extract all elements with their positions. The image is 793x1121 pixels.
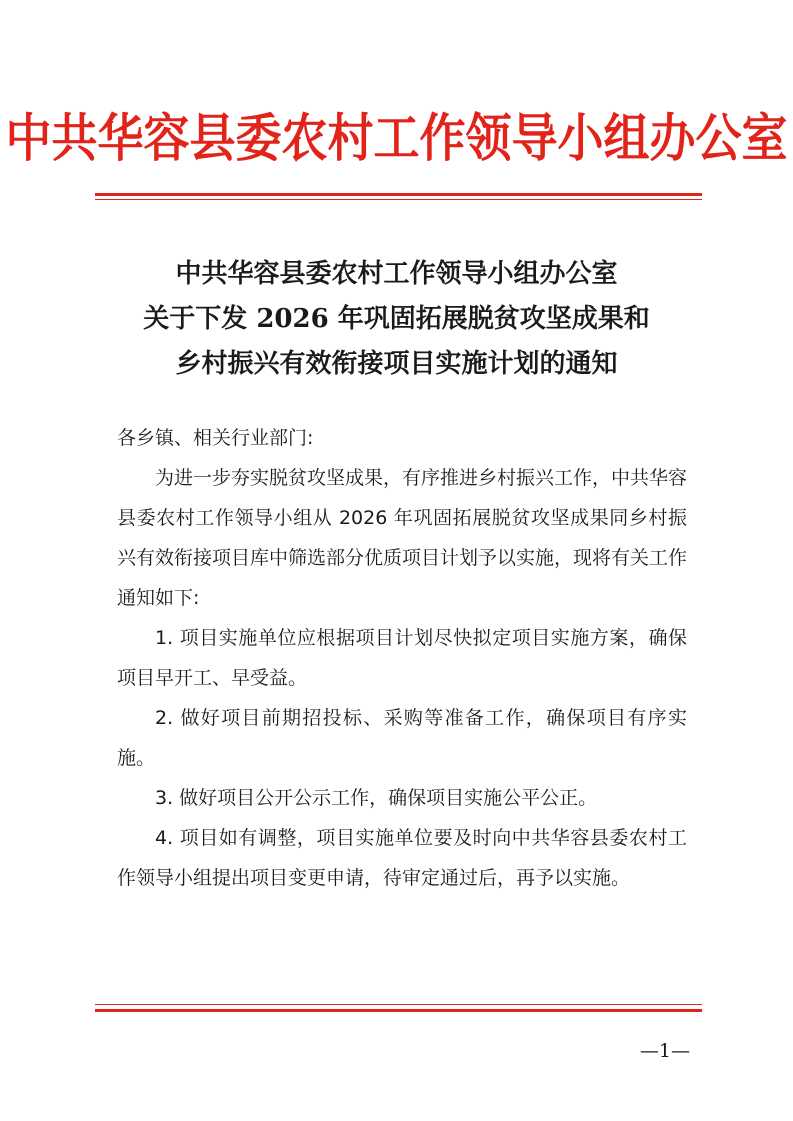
title-line-2: 关于下发 2026 年巩固拓展脱贫攻坚成果和 [143, 304, 650, 334]
intro-paragraph: 为进一步夯实脱贫攻坚成果，有序推进乡村振兴工作，中共华容县委农村工作领导小组从 2026 年巩固拓展脱贫攻坚成果同乡村振兴有效衔接项目库中筛选部分优质项目计划予以实施，现将有关工作通知如下: [117, 467, 688, 609]
letterhead-rule-thin [95, 199, 702, 200]
notice-title [80, 252, 713, 387]
title-line-1: 中共华容县委农村工作领导小组办公室 [175, 259, 618, 289]
letterhead-org-name: 中共华容县委农村工作领导小组办公室 [5, 107, 788, 169]
item-paragraph-3: 3. 做好项目公开公示工作，确保项目实施公平公正。 [155, 787, 598, 809]
notice-body [117, 418, 687, 898]
item-paragraph-4: 4. 项目如有调整，项目实施单位要及时向中共华容县委农村工作领导小组提出项目变更申请，待审定通过后，再予以实施。 [117, 827, 687, 889]
page-number: —1— [639, 1040, 690, 1062]
footer-rule-thick [95, 1009, 702, 1012]
item-paragraph-1: 1. 项目实施单位应根据项目计划尽快拟定项目实施方案，确保项目早开工、早受益。 [117, 627, 687, 689]
salutation: 各乡镇、相关行业部门: [117, 427, 314, 449]
item-paragraph-2: 2. 做好项目前期招投标、采购等准备工作，确保项目有序实施。 [117, 707, 687, 769]
footer-rule-thin [95, 1004, 702, 1005]
letterhead-rule-thick [95, 193, 702, 196]
title-line-3: 乡村振兴有效衔接项目实施计划的通知 [175, 349, 618, 379]
